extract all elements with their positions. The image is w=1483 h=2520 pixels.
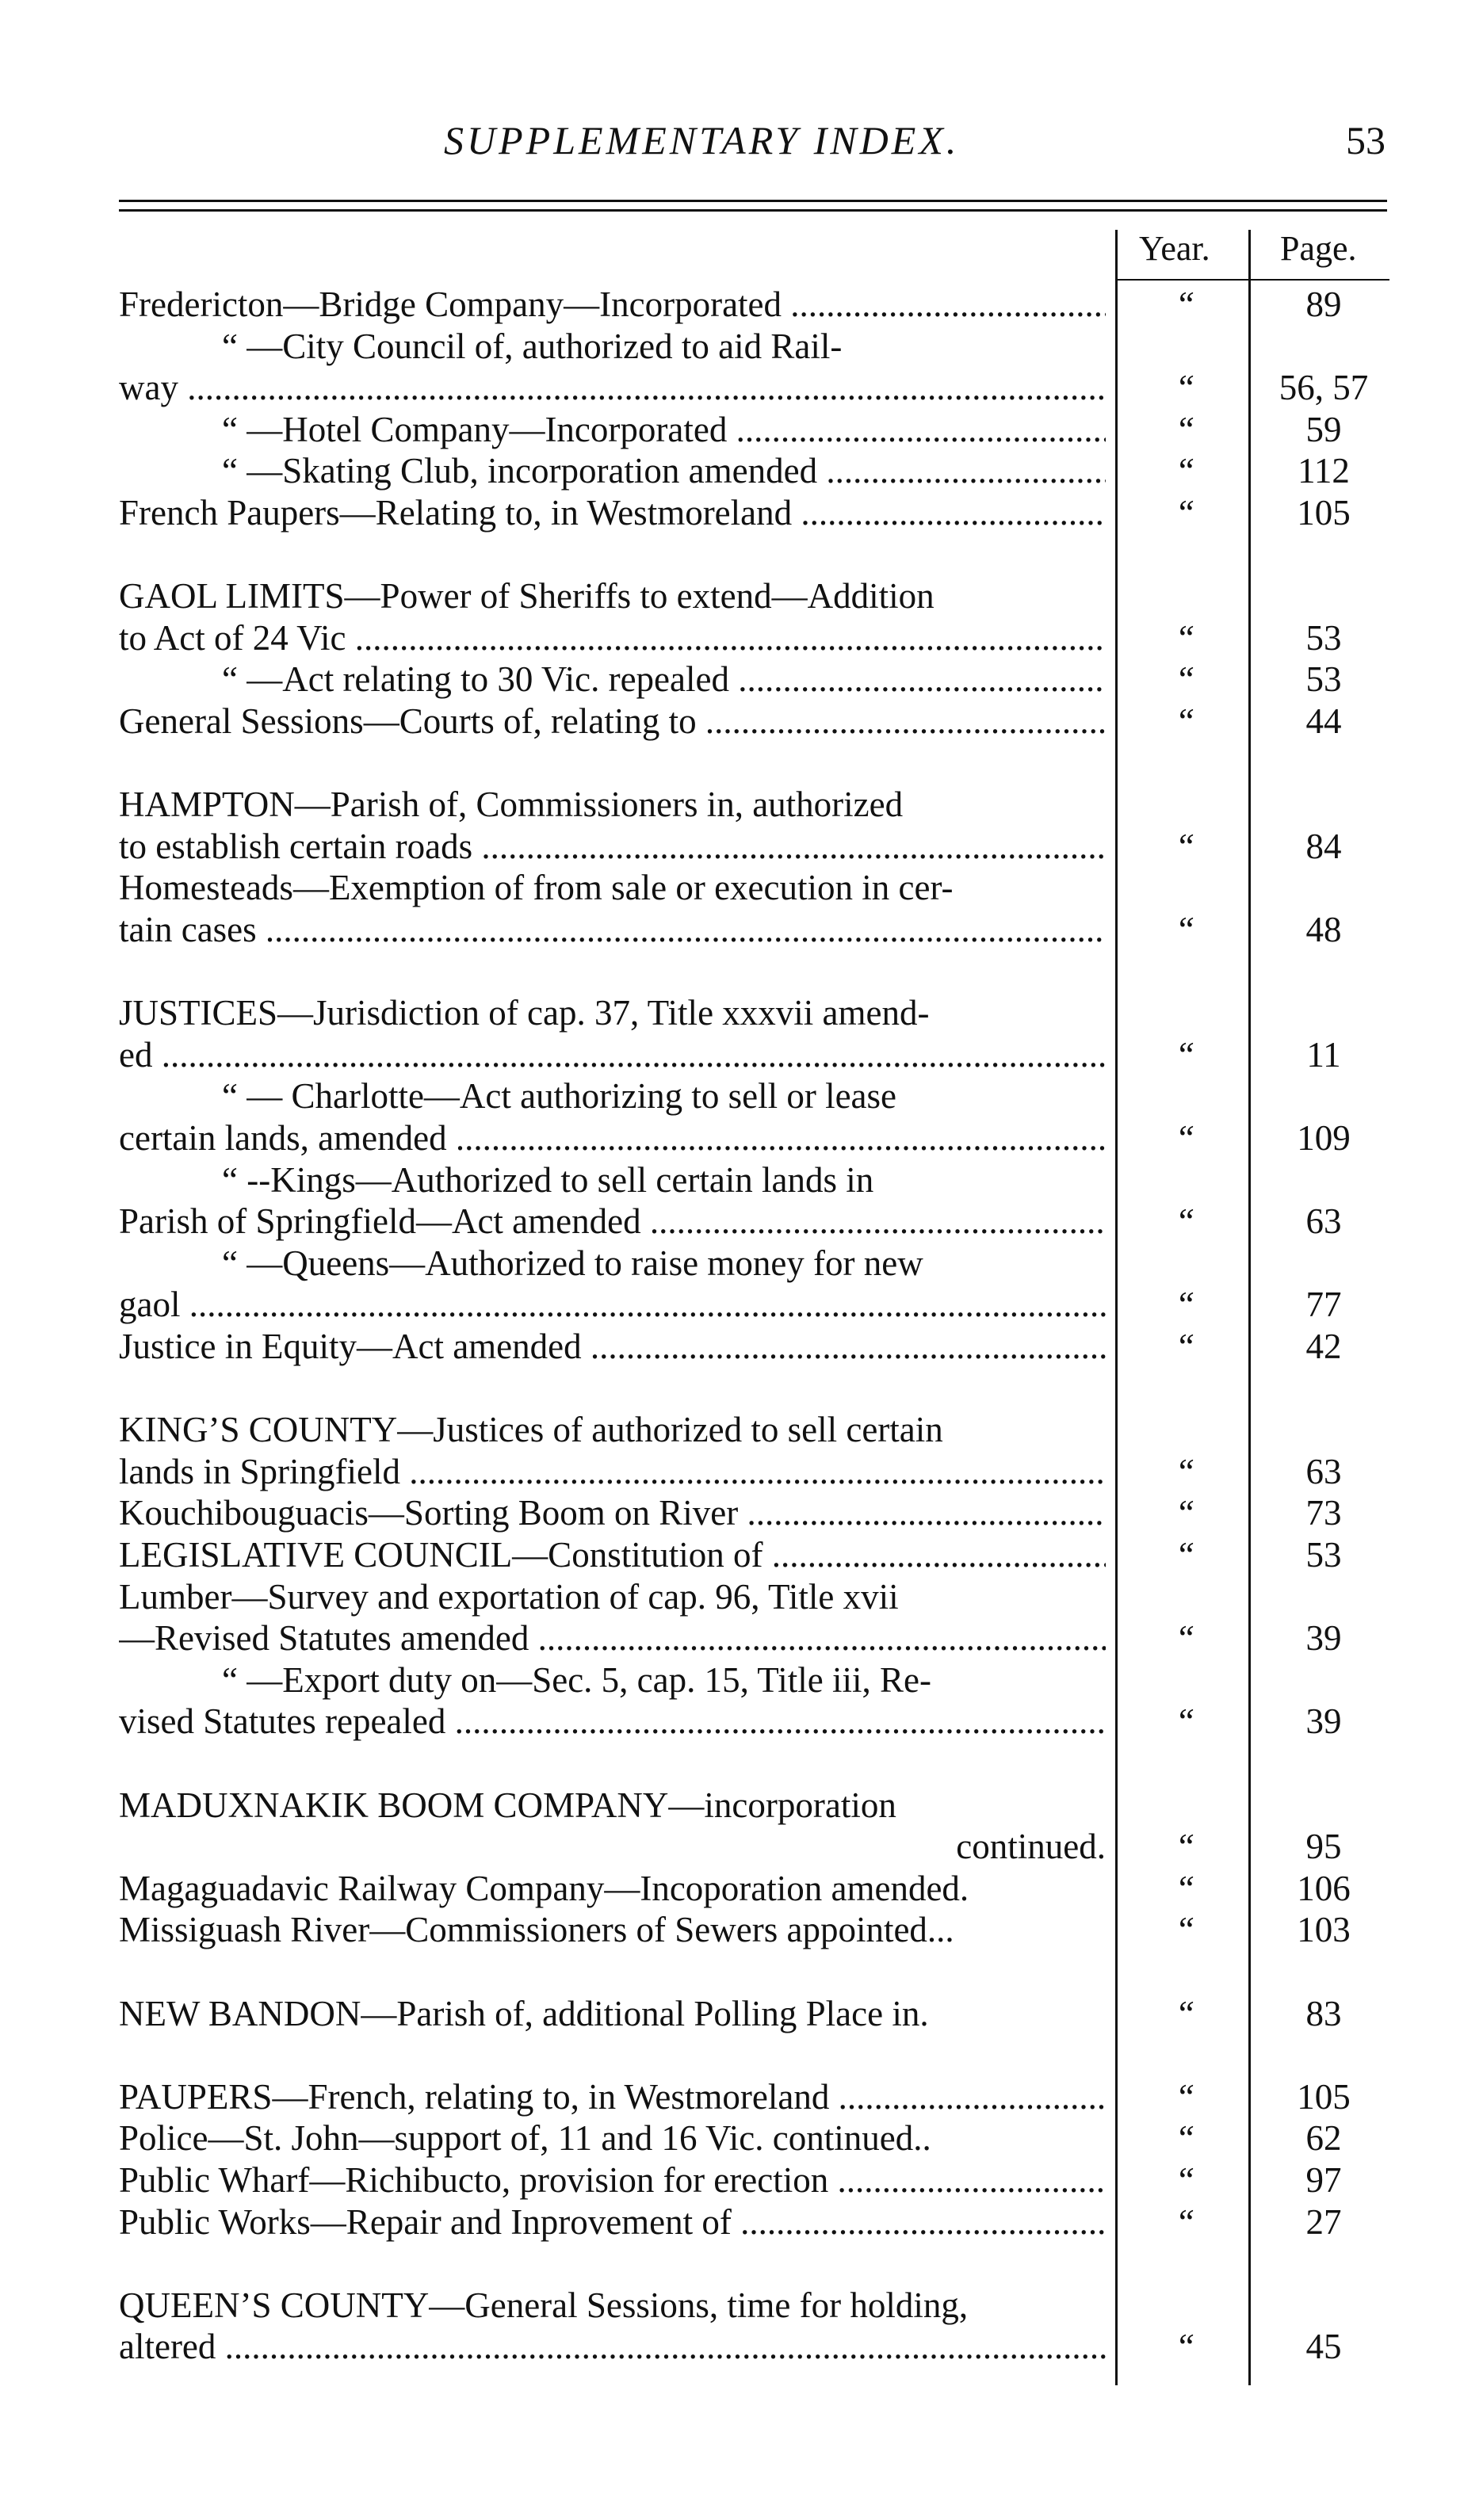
entry-page: 89 bbox=[1305, 284, 1342, 324]
entry-text: “ —Skating Club, incorporation amended ..... bbox=[222, 450, 1106, 491]
index-row bbox=[0, 992, 1483, 1033]
index-row bbox=[0, 2243, 1483, 2284]
entry-text: Missiguash River—Commissioners of Sewers appointed... bbox=[119, 1910, 954, 1950]
entry-text: ed ..... bbox=[119, 1034, 1106, 1075]
entry-text: Public Wharf—Richibucto, provision for erection ..... bbox=[119, 2159, 1106, 2201]
entry-page: 44 bbox=[1305, 701, 1342, 741]
entry-page: 112 bbox=[1298, 451, 1350, 491]
index-row bbox=[0, 1034, 1483, 1075]
entry-text: “ —Act relating to 30 Vic. repealed ..... bbox=[222, 659, 1106, 700]
entry-text: Parish of Springfield—Act amended ..... bbox=[119, 1201, 1106, 1242]
entry-page: 106 bbox=[1297, 1868, 1351, 1908]
index-row bbox=[0, 2076, 1483, 2117]
index-row bbox=[0, 1201, 1483, 1242]
entry-year: “ bbox=[1175, 1327, 1195, 1366]
entry-text: GAOL LIMITS—Power of Sheriffs to extend—Addition bbox=[119, 576, 935, 617]
entry-page: 59 bbox=[1305, 409, 1342, 449]
index-row bbox=[0, 1075, 1483, 1117]
entry-year: “ bbox=[1175, 2118, 1195, 2159]
column-header-year: Year. bbox=[1139, 229, 1210, 268]
entry-page: 39 bbox=[1305, 1701, 1342, 1742]
entry-year: “ bbox=[1175, 701, 1195, 741]
column-header-page: Page. bbox=[1280, 229, 1357, 268]
entry-text: Magaguadavic Railway Company—Incoporation amended. bbox=[119, 1868, 969, 1908]
index-row bbox=[0, 1492, 1483, 1533]
index-row bbox=[0, 1409, 1483, 1450]
index-row bbox=[0, 1701, 1483, 1742]
index-row bbox=[0, 1951, 1483, 1992]
entry-text: Lumber—Survey and exportation of cap. 96, Title xvii bbox=[119, 1576, 899, 1617]
entry-year: “ bbox=[1175, 659, 1195, 700]
header-rule bbox=[119, 200, 1387, 202]
entry-text: altered ..... bbox=[119, 2326, 1106, 2367]
entry-text: tain cases ..... bbox=[119, 909, 1106, 950]
entry-year: “ bbox=[1175, 284, 1195, 324]
entry-year: “ bbox=[1175, 1618, 1195, 1659]
index-row bbox=[0, 826, 1483, 867]
index-row bbox=[0, 534, 1483, 575]
index-row bbox=[0, 2034, 1483, 2075]
page-header bbox=[0, 117, 1483, 181]
entry-year: “ bbox=[1175, 493, 1195, 533]
entry-page: 63 bbox=[1305, 1451, 1342, 1491]
entry-text: JUSTICES—Jurisdiction of cap. 37, Title xxxvii amend- bbox=[119, 993, 930, 1033]
entry-year: “ bbox=[1175, 1451, 1195, 1491]
entry-year: “ bbox=[1175, 1827, 1195, 1867]
entry-year: “ bbox=[1175, 826, 1195, 866]
entry-text: “ —Queens—Authorized to raise money for new bbox=[222, 1243, 923, 1283]
entry-year: “ bbox=[1175, 1118, 1195, 1158]
entry-text: way ..... bbox=[119, 367, 1106, 408]
entry-page: 53 bbox=[1305, 1535, 1342, 1575]
index-row bbox=[0, 1159, 1483, 1201]
index-row bbox=[0, 1617, 1483, 1659]
entry-year: “ bbox=[1175, 1868, 1195, 1908]
index-row bbox=[0, 2201, 1483, 2243]
index-row bbox=[0, 1326, 1483, 1367]
index-row bbox=[0, 2285, 1483, 2326]
entry-text: Kouchibouguacis—Sorting Boom on River ..... bbox=[119, 1492, 1106, 1533]
entry-year: “ bbox=[1175, 2076, 1195, 2117]
entry-page: 39 bbox=[1305, 1618, 1342, 1659]
column-header-rule bbox=[1115, 279, 1389, 281]
entry-page: 105 bbox=[1297, 493, 1351, 533]
entry-page: 95 bbox=[1305, 1827, 1342, 1867]
entry-year: “ bbox=[1175, 368, 1195, 408]
entry-page: 11 bbox=[1306, 1034, 1341, 1075]
entry-page: 105 bbox=[1297, 2076, 1351, 2117]
entry-page: 109 bbox=[1297, 1118, 1351, 1158]
entry-text: “ —Export duty on—Sec. 5, cap. 15, Title iii, Re- bbox=[222, 1659, 931, 1700]
entry-text: Public Works—Repair and Inprovement of ..... bbox=[119, 2201, 1106, 2243]
index-row bbox=[0, 1576, 1483, 1617]
entry-page: 83 bbox=[1305, 1993, 1342, 2033]
index-row bbox=[0, 784, 1483, 825]
entry-year: “ bbox=[1175, 910, 1195, 949]
entry-page: 62 bbox=[1305, 2118, 1342, 2159]
entry-year: “ bbox=[1175, 617, 1195, 658]
entry-text: Fredericton—Bridge Company—Incorporated ..... bbox=[119, 284, 1106, 325]
entry-page: 53 bbox=[1305, 617, 1342, 658]
index-row bbox=[0, 284, 1483, 325]
entry-text: MADUXNAKIK BOOM COMPANY—incorporation bbox=[119, 1785, 896, 1825]
index-row bbox=[0, 743, 1483, 784]
entry-text: to Act of 24 Vic ..... bbox=[119, 617, 1106, 659]
index-row bbox=[0, 575, 1483, 617]
index-row bbox=[0, 909, 1483, 950]
entry-year: “ bbox=[1175, 2327, 1195, 2367]
entry-text: LEGISLATIVE COUNCIL—Constitution of ..... bbox=[119, 1534, 1106, 1575]
index-row bbox=[0, 1743, 1483, 1784]
entry-year: “ bbox=[1175, 2201, 1195, 2242]
index-row bbox=[0, 2326, 1483, 2367]
entry-year: “ bbox=[1175, 1910, 1195, 1950]
entry-page: 84 bbox=[1305, 826, 1342, 866]
entry-year: “ bbox=[1175, 1993, 1195, 2033]
index-row bbox=[0, 1284, 1483, 1325]
index-row bbox=[0, 701, 1483, 742]
index-row bbox=[0, 1993, 1483, 2034]
entry-text: Justice in Equity—Act amended ..... bbox=[119, 1326, 1106, 1367]
entry-page: 77 bbox=[1305, 1285, 1342, 1325]
entry-year: “ bbox=[1175, 2160, 1195, 2200]
entry-text: “ —Hotel Company—Incorporated ..... bbox=[222, 409, 1106, 450]
index-row bbox=[0, 1368, 1483, 1409]
entry-page: 45 bbox=[1305, 2327, 1342, 2367]
index-row bbox=[0, 1868, 1483, 1909]
index-row bbox=[0, 2117, 1483, 2159]
entry-page: 97 bbox=[1305, 2160, 1342, 2200]
entry-text: lands in Springfield ..... bbox=[119, 1451, 1106, 1492]
entry-year: “ bbox=[1175, 451, 1195, 491]
entry-year: “ bbox=[1175, 1493, 1195, 1533]
running-title: SUPPLEMENTARY INDEX. bbox=[444, 118, 960, 162]
entry-year: “ bbox=[1175, 1034, 1195, 1075]
index-row bbox=[0, 2159, 1483, 2201]
entry-text: Homesteads—Exemption of from sale or execution in cer- bbox=[119, 868, 954, 908]
index-row bbox=[0, 1785, 1483, 1826]
index-row bbox=[0, 409, 1483, 450]
index-row bbox=[0, 1451, 1483, 1492]
index-row bbox=[0, 367, 1483, 408]
entry-page: 63 bbox=[1305, 1201, 1342, 1242]
entry-text: HAMPTON—Parish of, Commissioners in, authorized bbox=[119, 785, 904, 825]
entry-year: “ bbox=[1175, 1285, 1195, 1325]
entry-page: 103 bbox=[1297, 1910, 1351, 1950]
index-row bbox=[0, 1534, 1483, 1575]
entry-page: 27 bbox=[1305, 2201, 1342, 2242]
index-row bbox=[0, 1243, 1483, 1284]
index-row bbox=[0, 1909, 1483, 1950]
entry-text: KING’S COUNTY—Justices of authorized to sell certain bbox=[119, 1410, 943, 1450]
index-row bbox=[0, 659, 1483, 700]
entry-text: to establish certain roads ..... bbox=[119, 826, 1106, 867]
entry-text: PAUPERS—French, relating to, in Westmoreland ..... bbox=[119, 2076, 1106, 2117]
entry-year: “ bbox=[1175, 1201, 1195, 1242]
entry-year: “ bbox=[1175, 409, 1195, 449]
entry-text: General Sessions—Courts of, relating to ..... bbox=[119, 701, 1106, 742]
header-rule-lower bbox=[119, 209, 1387, 212]
index-row bbox=[0, 1826, 1483, 1867]
entry-text: “ —City Council of, authorized to aid Rail- bbox=[222, 326, 843, 366]
index-row bbox=[0, 1117, 1483, 1159]
entry-page: 56, 57 bbox=[1279, 368, 1369, 408]
entry-page: 73 bbox=[1305, 1493, 1342, 1533]
entry-text: certain lands, amended ..... bbox=[119, 1117, 1106, 1159]
page-number: 53 bbox=[1346, 118, 1386, 162]
entry-text: —Revised Statutes amended ..... bbox=[119, 1617, 1106, 1659]
index-row bbox=[0, 326, 1483, 367]
entry-text: “ --Kings—Authorized to sell certain lands in bbox=[222, 1159, 874, 1200]
index-row bbox=[0, 492, 1483, 533]
entry-text: continued. bbox=[956, 1827, 1106, 1867]
entry-text: Police—St. John—support of, 11 and 16 Vic. continued.. bbox=[119, 2118, 931, 2159]
index-row bbox=[0, 450, 1483, 491]
entry-text: French Paupers—Relating to, in Westmoreland ..... bbox=[119, 492, 1106, 533]
entry-text: vised Statutes repealed ..... bbox=[119, 1701, 1106, 1742]
index-row bbox=[0, 617, 1483, 659]
entry-year: “ bbox=[1175, 1535, 1195, 1575]
entry-page: 53 bbox=[1305, 659, 1342, 700]
entry-text: NEW BANDON—Parish of, additional Polling Place in. bbox=[119, 1993, 929, 2033]
entry-year: “ bbox=[1175, 1701, 1195, 1742]
entry-text: QUEEN’S COUNTY—General Sessions, time for holding, bbox=[119, 2285, 969, 2325]
entry-page: 48 bbox=[1305, 910, 1342, 949]
index-row bbox=[0, 867, 1483, 908]
entry-text: gaol ..... bbox=[119, 1284, 1106, 1325]
index-row bbox=[0, 1659, 1483, 1701]
entry-page: 42 bbox=[1305, 1327, 1342, 1366]
entry-text: “ — Charlotte—Act authorizing to sell or lease bbox=[222, 1076, 897, 1117]
index-row bbox=[0, 951, 1483, 992]
